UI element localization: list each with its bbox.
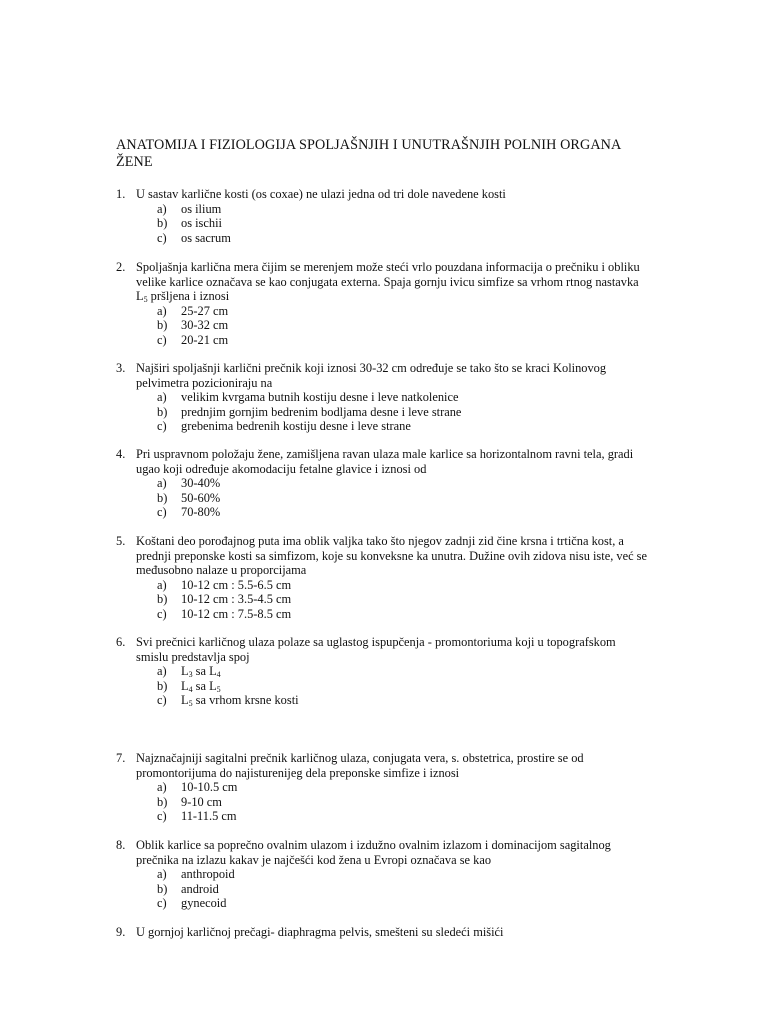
question-number: 8.: [116, 838, 126, 852]
option-text: gynecoid: [181, 896, 227, 910]
question-text-line: Koštani deo porođajnog puta ima oblik valjka tako što njegov zadnji zid čine krsna i trtična kost, a: [136, 534, 624, 548]
question-1: [116, 187, 676, 245]
question-text-line: prečnika na izlazu kakav je najčešći kod žena u Evropi označava se kao: [136, 852, 492, 867]
answer-option-c: [116, 896, 676, 911]
option-letter: a): [157, 664, 167, 678]
option-letter: c): [157, 332, 167, 347]
subscript: 4: [188, 684, 193, 694]
option-letter: b): [157, 490, 168, 505]
option-letter: c): [157, 809, 167, 823]
answer-option-b: [116, 491, 676, 506]
answer-option-b: [116, 679, 676, 694]
question-text-line: Oblik karlice sa poprečno ovalnim ulazom i izdužno ovalnim izlazom i dominacijom sagitalnog: [136, 838, 611, 852]
answer-option-a: [116, 202, 676, 217]
option-letter: a): [157, 577, 167, 592]
answer-option-c: [116, 809, 676, 824]
question-text-line: Najširi spoljašnji karlični prečnik koji iznosi 30-32 cm određuje se tako što se kraci Kolinovog: [136, 361, 607, 375]
option-text: 10-10.5 cm: [181, 780, 238, 794]
option-text: 70-80%: [181, 505, 221, 519]
subscript: 4: [216, 670, 221, 679]
answer-options: [116, 578, 676, 622]
option-letter: c): [157, 606, 167, 621]
question-text: [136, 751, 676, 780]
question-text: [136, 187, 676, 202]
answer-option-b: [116, 795, 676, 810]
question-4: [116, 447, 676, 520]
question-5: [116, 534, 676, 621]
question-text-line: prednji preponske kosti sa simfizom, koje su konveksne ka unutra. Dužine ovih zidova nisu iste, već se: [136, 548, 648, 563]
answer-option-c: [116, 505, 676, 520]
option-text: 30-32 cm: [181, 318, 229, 332]
option-letter: b): [157, 592, 168, 606]
question-text: [136, 635, 676, 664]
question-text-line: [136, 289, 676, 304]
text-fragment: L: [136, 289, 144, 303]
question-text-line: smislu predstavlja spoj: [136, 649, 250, 664]
option-letter: b): [157, 794, 168, 809]
question-text-line: Spoljašnja karlična mera čijim se merenjem može steći vrlo pouzdana informacija o prečniku i obliku: [136, 260, 640, 274]
question-number: 2.: [116, 260, 126, 274]
question-number: 6.: [116, 635, 126, 649]
answer-option-b: [116, 318, 676, 333]
question-number: 4.: [116, 447, 126, 461]
answer-options: [116, 664, 676, 708]
question-text-line: Najznačajniji sagitalni prečnik karličnog ulaza, conjugata vera, s. obstetrica, prostire se od: [136, 751, 584, 765]
question-8: [116, 838, 676, 911]
answer-options: [116, 304, 676, 348]
answer-option-b: [116, 592, 676, 607]
option-text: 10-12 cm : 5.5-6.5 cm: [181, 577, 292, 592]
question-text: [136, 260, 676, 304]
option-letter: a): [157, 476, 167, 490]
option-text: 30-40%: [181, 476, 221, 490]
option-letter: b): [157, 678, 168, 693]
answer-option-c: [116, 693, 676, 708]
subscript: 5: [188, 699, 193, 708]
document-title: [116, 137, 676, 170]
option-letter: a): [157, 201, 167, 216]
option-text: velikim kvrgama butnih kostiju desne i leve natkolenice: [181, 390, 459, 404]
question-text: [136, 838, 676, 867]
subscript: 5: [143, 295, 148, 304]
question-number: 7.: [116, 751, 126, 765]
option-letter: b): [157, 318, 168, 332]
question-3: [116, 361, 676, 434]
option-letter: c): [157, 230, 167, 245]
option-text: grebenima bedrenih kostiju desne i leve strane: [181, 419, 411, 433]
question-number: 5.: [116, 534, 126, 548]
option-letter: c): [157, 419, 167, 433]
answer-options: [116, 867, 676, 911]
subscript: 3: [188, 670, 193, 679]
answer-option-b: [116, 405, 676, 420]
text-fragment: L: [181, 664, 189, 678]
option-letter: b): [157, 404, 168, 419]
option-text: android: [181, 881, 219, 896]
option-letter: c): [157, 896, 167, 910]
question-text-line: Svi prečnici karličnog ulaza polaze sa uglastog ispupčenja - promontoriuma koji u topografskom: [136, 635, 616, 649]
option-text: anthropoid: [181, 867, 235, 881]
question-text: [136, 925, 676, 940]
option-letter: c): [157, 693, 167, 707]
option-text: os ischii: [181, 216, 222, 230]
question-text: [136, 361, 676, 390]
question-9: [116, 925, 676, 940]
question-text: [136, 534, 676, 578]
option-text: 25-27 cm: [181, 303, 229, 318]
option-text: prednjim gornjim bedrenim bodljama desne i leve strane: [181, 404, 462, 419]
title-line: ANATOMIJA I FIZIOLOGIJA SPOLJAŠNJIH I UNUTRAŠNJIH POLNIH ORGANA: [116, 137, 622, 153]
subscript: 5: [216, 684, 221, 694]
option-letter: a): [157, 390, 167, 404]
text-fragment: L: [181, 693, 189, 707]
answer-option-a: [116, 304, 676, 319]
answer-option-a: [116, 476, 676, 491]
question-text: [136, 447, 676, 476]
answer-option-b: [116, 882, 676, 897]
answer-options: [116, 390, 676, 434]
question-text-line: promontorijuma do najisturenijeg dela preponske simfize i iznosi: [136, 765, 460, 780]
question-number: 9.: [116, 925, 126, 939]
answer-option-c: [116, 419, 676, 434]
option-text: 11-11.5 cm: [181, 809, 237, 823]
question-text-line: U gornjoj karličnoj prečagi- diaphragma pelvis, smešteni su sledeći mišići: [136, 925, 504, 939]
question-7: [116, 751, 676, 824]
question-text-line: ugao koji određuje akomodaciju fetalne glavice i iznosi od: [136, 461, 427, 476]
question-2: [116, 260, 676, 347]
answer-option-c: [116, 607, 676, 622]
answer-options: [116, 476, 676, 520]
answer-options: [116, 780, 676, 824]
text-fragment: L: [181, 678, 189, 693]
answer-option-a: [116, 390, 676, 405]
option-text: 50-60%: [181, 490, 221, 505]
answer-option-b: [116, 216, 676, 231]
text-fragment: pršljena i iznosi: [147, 289, 230, 303]
question-number: 3.: [116, 361, 126, 375]
option-text: 10-12 cm : 7.5-8.5 cm: [181, 606, 292, 621]
option-letter: b): [157, 216, 168, 230]
question-number: 1.: [116, 187, 126, 201]
option-text: 10-12 cm : 3.5-4.5 cm: [181, 592, 292, 606]
title-line: ŽENE: [116, 153, 153, 170]
option-letter: a): [157, 780, 167, 794]
question-6: [116, 635, 676, 708]
option-letter: c): [157, 505, 167, 519]
text-fragment: sa vrhom krsne kosti: [192, 693, 299, 707]
question-text-line: velike karlice označava se kao conjugata externa. Spaja gornju ivicu simfize sa vrhom rtnog nastavka: [136, 274, 639, 289]
answer-option-a: [116, 867, 676, 882]
question-text-line: međusobno nalaze u proporcijama: [136, 563, 307, 577]
option-text: os ilium: [181, 201, 222, 216]
answer-option-c: [116, 231, 676, 246]
option-letter: a): [157, 867, 167, 881]
answer-option-a: [116, 578, 676, 593]
option-text: 9-10 cm: [181, 794, 222, 809]
question-text-line: pelvimetra pozicioniraju na: [136, 375, 273, 390]
text-fragment: sa L: [192, 678, 217, 693]
option-text: 20-21 cm: [181, 332, 229, 347]
option-letter: b): [157, 881, 168, 896]
answer-option-c: [116, 333, 676, 348]
text-fragment: sa L: [192, 664, 217, 678]
answer-option-a: [116, 780, 676, 795]
option-text: os sacrum: [181, 230, 231, 245]
answer-option-a: [116, 664, 676, 679]
option-letter: a): [157, 303, 167, 318]
question-text-line: U sastav karlične kosti (os coxae) ne ulazi jedna od tri dole navedene kosti: [136, 187, 506, 201]
question-text-line: Pri uspravnom položaju žene, zamišljena ravan ulaza male karlice sa horizontalnom ravni tela, gradi: [136, 447, 634, 461]
answer-options: [116, 202, 676, 246]
